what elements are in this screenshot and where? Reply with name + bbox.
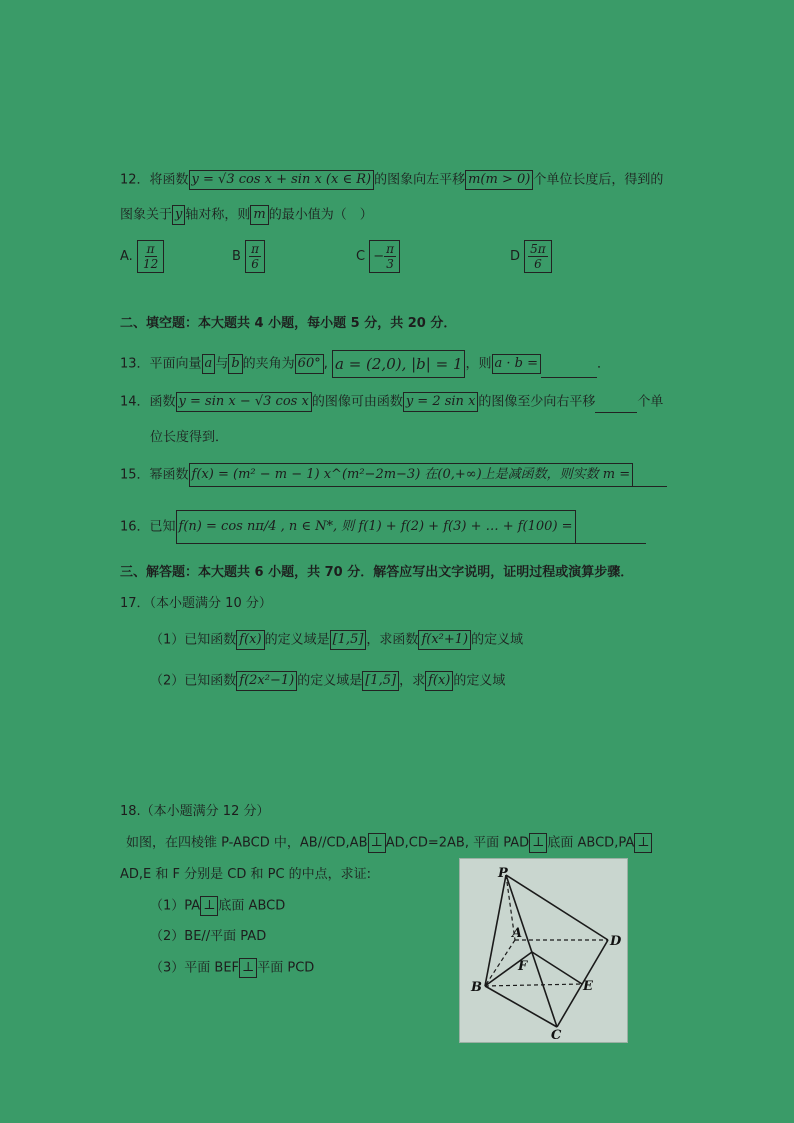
q15-line bbox=[120, 463, 667, 487]
q15-answer-blank[interactable] bbox=[633, 486, 667, 487]
q13-end: ． bbox=[597, 356, 611, 372]
edge-bc bbox=[485, 986, 557, 1027]
q12-shift: m(m > 0) bbox=[465, 170, 533, 190]
q17-p1-text-e: 的定义域 bbox=[471, 632, 524, 648]
q12-text-a: 图象关于 bbox=[120, 207, 173, 223]
q17-p1-func: f(x) bbox=[236, 630, 264, 650]
perp-symbol: ⊥ bbox=[200, 896, 218, 916]
q12-line1 bbox=[120, 170, 663, 191]
q12-option-a[interactable] bbox=[120, 240, 164, 273]
label-p: P bbox=[498, 866, 508, 881]
q17-p1-text-b: 的定义域是 bbox=[264, 632, 330, 648]
edge-pc bbox=[506, 875, 557, 1027]
option-label: A. bbox=[120, 249, 133, 264]
q12-text: 的图象向左平移 bbox=[374, 172, 466, 188]
option-label: D bbox=[510, 249, 521, 264]
q17-p1-text-c: ，求函数 bbox=[366, 632, 419, 648]
q14-number: 14．函数 bbox=[120, 394, 176, 410]
q12-text-c: 的最小值为（ ） bbox=[268, 207, 373, 223]
label-a: A bbox=[512, 926, 523, 941]
q18-text-b: AD,CD=2AB, 平面 PAD bbox=[385, 835, 530, 851]
option-value: $\frac{\pi}{6}$ bbox=[245, 240, 265, 273]
q12-text-b: 轴对称，则 bbox=[185, 207, 251, 223]
q13-vec-a: a bbox=[202, 354, 216, 374]
q18-i1-b: 底面 ABCD bbox=[218, 898, 286, 914]
q17-p2-text-e: 的定义域 bbox=[453, 673, 506, 689]
q12-function: y = √3 cos x + sin x (x ∈ R) bbox=[189, 170, 375, 190]
q14-line2: 位长度得到． bbox=[150, 430, 229, 445]
q18-text-c: 底面 ABCD,PA bbox=[547, 835, 635, 851]
q17-part1 bbox=[150, 630, 523, 651]
section3-heading: 三、解答题：本大题共 6 小题，共 70 分．解答应写出文字说明，证明过程或演算步骤． bbox=[120, 565, 634, 580]
q17-p2-text-b: 的定义域是 bbox=[297, 673, 363, 689]
label-e: E bbox=[583, 979, 593, 994]
section2-heading: 二、填空题：本大题共 4 小题，每小题 5 分，共 20 分． bbox=[120, 316, 457, 331]
q12-number: 12．将函数 bbox=[120, 172, 189, 188]
q12-option-d[interactable] bbox=[510, 240, 552, 273]
q13-vec-b: b bbox=[228, 354, 242, 374]
q14-text-tail: 的图像至少向右平移 bbox=[478, 394, 596, 410]
q18-text-a: 如图，在四棱锥 P-ABCD 中，AB//CD,AB bbox=[126, 835, 368, 851]
q17-p2-domain: [1,5] bbox=[362, 671, 399, 691]
perp-symbol: ⊥ bbox=[368, 833, 386, 853]
q17-p2-func: f(2x²−1) bbox=[236, 671, 297, 691]
q13-angle: 60° bbox=[295, 354, 324, 374]
q12-line2 bbox=[120, 205, 373, 226]
q13-expression: a · b = bbox=[492, 354, 542, 374]
q14-unit: 个单 bbox=[637, 394, 664, 410]
q18-item2: （2）BE//平面 PAD bbox=[150, 929, 267, 944]
q17-p1-func2: f(x²+1) bbox=[418, 630, 471, 650]
perp-symbol: ⊥ bbox=[529, 833, 547, 853]
q13-then: ，则 bbox=[465, 356, 492, 372]
q14-func2: y = 2 sin x bbox=[403, 392, 479, 412]
option-label: C bbox=[356, 249, 366, 264]
option-value: $\frac{5\pi}{6}$ bbox=[524, 240, 552, 273]
q18-title: 18.（本小题满分 12 分） bbox=[120, 804, 270, 819]
q17-p2-text-c: ，求 bbox=[399, 673, 426, 689]
pyramid-diagram bbox=[460, 859, 627, 1042]
perp-symbol: ⊥ bbox=[634, 833, 652, 853]
q18-i3-b: 平面 PCD bbox=[257, 960, 315, 976]
q12-text-tail: 个单位长度后，得到的 bbox=[533, 172, 664, 188]
q12-option-b[interactable] bbox=[232, 240, 265, 273]
q16-answer-blank[interactable] bbox=[576, 543, 646, 544]
q14-answer-blank[interactable] bbox=[595, 412, 637, 413]
q17-title: 17．（本小题满分 10 分） bbox=[120, 596, 272, 611]
option-value: − $\frac{\pi}{3}$ bbox=[369, 240, 400, 273]
label-b: B bbox=[471, 980, 482, 995]
label-c: C bbox=[551, 1028, 562, 1042]
q13-with: 与 bbox=[215, 356, 229, 372]
q13-line: 13．平面向量 a 与 b 的夹角为 60° , a = (2,0), |b| = 1 ，则 a · b = ． bbox=[120, 350, 610, 378]
q12-axis: y bbox=[172, 205, 185, 225]
q16-line bbox=[120, 510, 646, 544]
q16-number: 16．已知 bbox=[120, 519, 176, 535]
q18-line1 bbox=[126, 833, 652, 854]
q17-part2 bbox=[150, 671, 505, 692]
q17-p1-text: （1）已知函数 bbox=[150, 632, 237, 648]
q14-text: 的图像可由函数 bbox=[311, 394, 403, 410]
q18-i1-a: （1）PA bbox=[150, 898, 201, 914]
pyramid-figure bbox=[459, 858, 628, 1043]
option-value: $\frac{\pi}{12}$ bbox=[137, 240, 164, 273]
q13-text: 的夹角为 bbox=[242, 356, 295, 372]
q14-func1: y = sin x − √3 cos x bbox=[176, 392, 312, 412]
q13-condition: a = (2,0), |b| = 1 bbox=[332, 350, 466, 378]
q17-p2-func2: f(x) bbox=[425, 671, 453, 691]
q18-item3 bbox=[150, 958, 314, 979]
q15-expression: f(x) = (m² − m − 1) x^(m²−2m−3) 在(0,+∞)上是减函数，则实数 m = bbox=[189, 463, 634, 487]
edge-fe bbox=[532, 952, 582, 984]
q14-line1 bbox=[120, 392, 663, 413]
perp-symbol: ⊥ bbox=[239, 958, 257, 978]
edge-be bbox=[485, 984, 582, 986]
q17-p1-domain: [1,5] bbox=[330, 630, 367, 650]
q18-line2: AD,E 和 F 分别是 CD 和 PC 的中点，求证: bbox=[120, 867, 372, 882]
q16-expression: f(n) = cos nπ/4 , n ∈ N*, 则 f(1) + f(2) + f(3) + … + f(100) = bbox=[176, 510, 576, 544]
label-d: D bbox=[610, 934, 622, 949]
q15-number: 15．幂函数 bbox=[120, 467, 189, 483]
q18-i3-a: （3）平面 BEF bbox=[150, 960, 240, 976]
q13-answer-blank[interactable] bbox=[541, 377, 597, 378]
q12-var: m bbox=[250, 205, 268, 225]
label-f: F bbox=[518, 959, 528, 974]
q13-number: 13．平面向量 bbox=[120, 356, 202, 372]
option-label: B bbox=[232, 249, 241, 264]
q12-option-c[interactable] bbox=[356, 240, 400, 273]
q17-p2-text: （2）已知函数 bbox=[150, 673, 237, 689]
q18-item1 bbox=[150, 896, 285, 917]
